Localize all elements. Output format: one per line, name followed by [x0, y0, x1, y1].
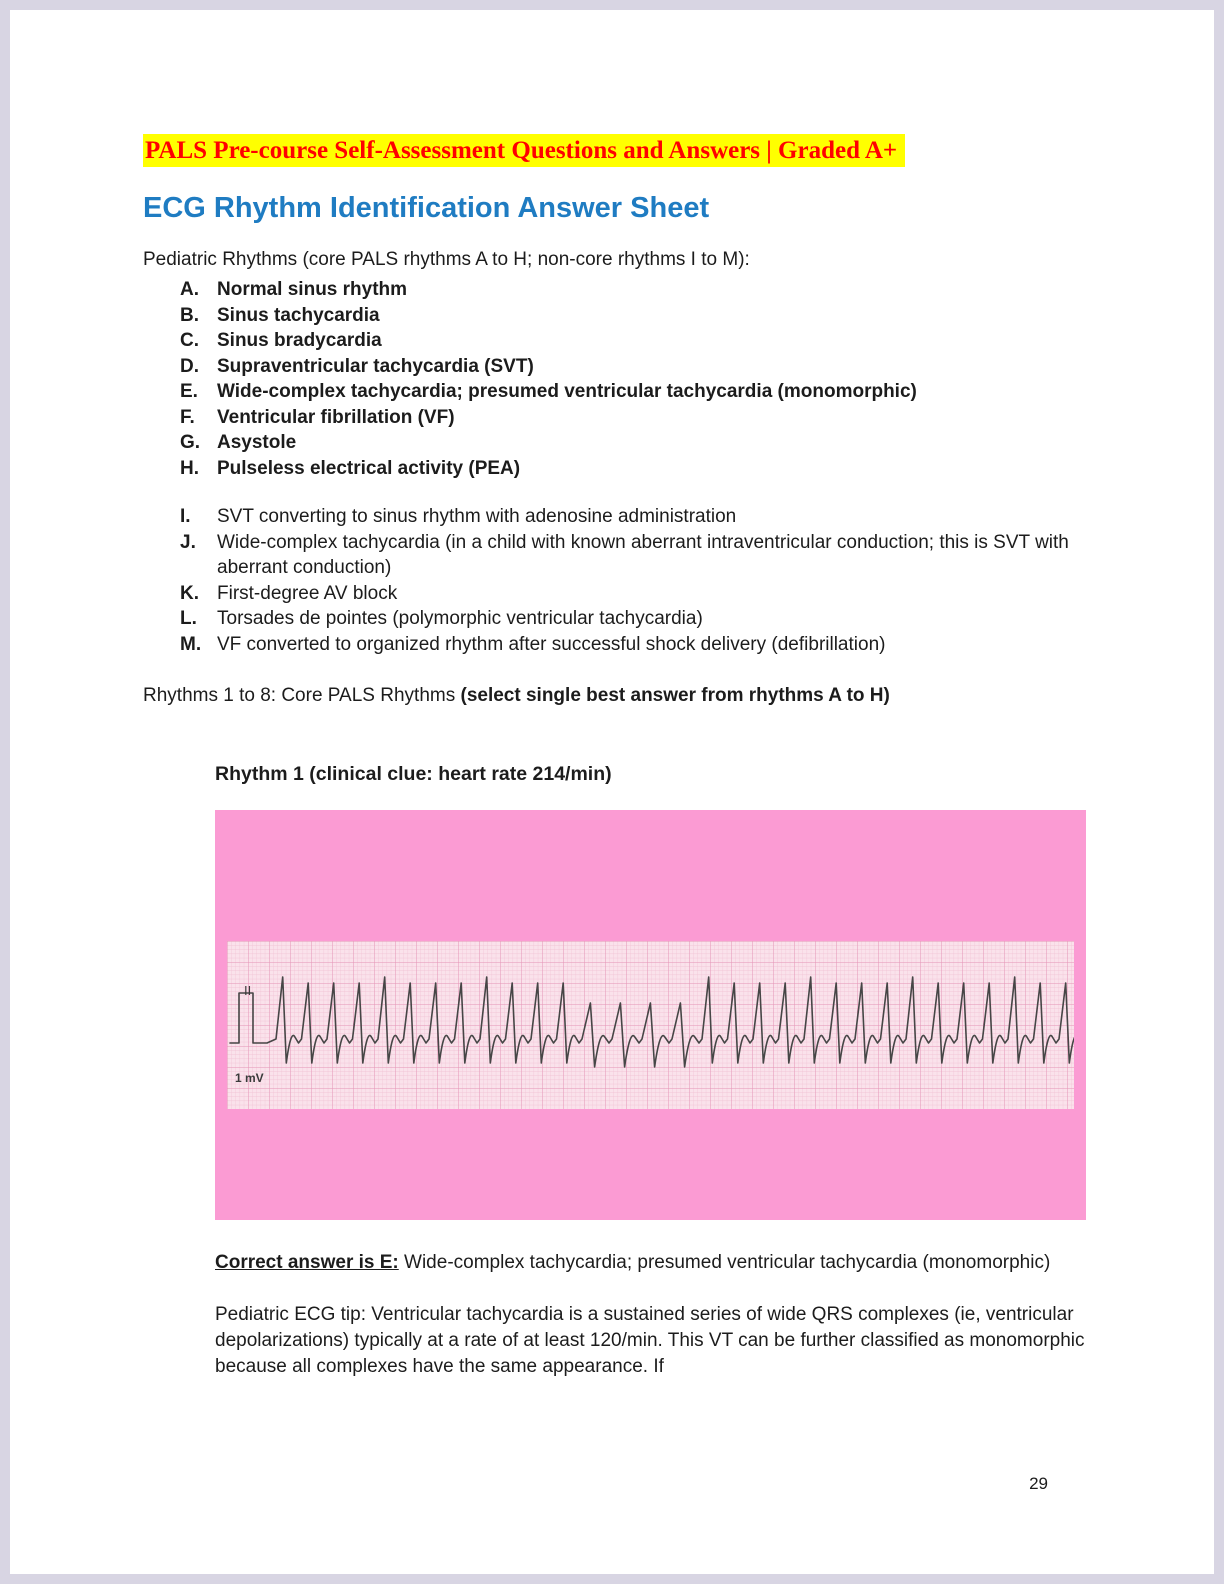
correct-answer-bold: Correct answer is E: — [215, 1252, 399, 1274]
rhythms-section-line-prefix: Rhythms 1 to 8: Core PALS Rhythms — [143, 685, 461, 707]
list-item — [180, 379, 1088, 405]
list-item — [180, 303, 1088, 329]
list-item-letter: I. — [180, 506, 191, 528]
list-item — [180, 328, 1088, 354]
document-title-text: PALS Pre-course Self-Assessment Questions and Answers | Graded A+ — [143, 134, 905, 167]
rhythms-section-line — [143, 685, 1088, 707]
list-item — [180, 405, 1088, 431]
list-item-label: Torsades de pointes (polymorphic ventricular tachycardia) — [217, 608, 703, 630]
page-number: 29 — [1029, 1474, 1048, 1493]
list-item — [180, 606, 1088, 632]
list-item-label: First-degree AV block — [217, 582, 398, 604]
list-item-letter: G. — [180, 432, 201, 454]
list-item-letter: D. — [180, 355, 199, 377]
ecg-image — [215, 810, 1086, 1220]
ecg-strip — [227, 941, 1074, 1109]
list-item-label: Asystole — [217, 432, 297, 454]
ecg-lead-label: II — [244, 983, 252, 999]
list-item-letter: L. — [180, 608, 197, 630]
list-item-letter: A. — [180, 279, 199, 301]
list-item — [180, 581, 1088, 607]
correct-answer-line — [215, 1250, 1055, 1276]
correct-answer-text: Wide-complex tachycardia; presumed ventricular tachycardia (monomorphic) — [398, 1252, 1051, 1274]
list-item-letter: E. — [180, 381, 198, 403]
list-item-letter: H. — [180, 457, 199, 479]
intro-paragraph: Pediatric Rhythms (core PALS rhythms A to H; non-core rhythms I to M): — [143, 249, 750, 271]
list-item-label: Wide-complex tachycardia (in a child with known aberrant intraventricular conduction; this is SVT with aberrant conduction) — [217, 531, 1069, 579]
rhythms-section-line-bold: (select single best answer from rhythms A to H) — [460, 685, 890, 707]
list-item — [180, 354, 1088, 380]
list-item-label: Ventricular fibrillation (VF) — [217, 406, 455, 428]
list-item-letter: K. — [180, 582, 199, 604]
document-title — [143, 136, 1088, 166]
core-rhythm-list — [180, 277, 1088, 481]
list-item-letter: F. — [180, 406, 195, 428]
list-item-label: Wide-complex tachycardia; presumed ventricular tachycardia (monomorphic) — [217, 381, 917, 403]
list-item-letter: J. — [180, 531, 196, 553]
list-item-label: SVT converting to sinus rhythm with adenosine administration — [217, 506, 737, 528]
page-content — [10, 10, 1214, 1380]
list-item — [180, 456, 1088, 482]
list-item — [180, 632, 1088, 658]
list-item — [180, 277, 1088, 303]
list-item — [180, 504, 1088, 530]
list-item-letter: B. — [180, 304, 199, 326]
ecg-tip-paragraph: Pediatric ECG tip: Ventricular tachycardia is a sustained series of wide QRS complexes (ie, ventricular depolarizations) typically at a rate of at least 120/min. This VT can be further classified as monomorphic because all complexes have the same appearance. If — [215, 1304, 1085, 1378]
document-page — [10, 10, 1214, 1574]
rhythm-1-block — [215, 763, 1088, 1380]
list-item — [180, 530, 1088, 581]
list-item-label: Normal sinus rhythm — [217, 279, 408, 301]
ecg-calibration-label: 1 mV — [235, 1071, 264, 1086]
list-item — [180, 430, 1088, 456]
list-item-label: Pulseless electrical activity (PEA) — [217, 457, 521, 479]
list-item-letter: M. — [180, 633, 202, 655]
list-item-label: Sinus bradycardia — [217, 330, 382, 352]
noncore-rhythm-list — [180, 504, 1088, 657]
rhythm-1-heading: Rhythm 1 (clinical clue: heart rate 214/min) — [215, 763, 612, 786]
ecg-grid-svg — [227, 941, 1074, 1109]
list-item-letter: C. — [180, 330, 199, 352]
list-item-label: Supraventricular tachycardia (SVT) — [217, 355, 534, 377]
list-item-label: VF converted to organized rhythm after successful shock delivery (defibrillation) — [217, 633, 886, 655]
list-item-label: Sinus tachycardia — [217, 304, 380, 326]
section-heading: ECG Rhythm Identification Answer Sheet — [143, 192, 710, 224]
